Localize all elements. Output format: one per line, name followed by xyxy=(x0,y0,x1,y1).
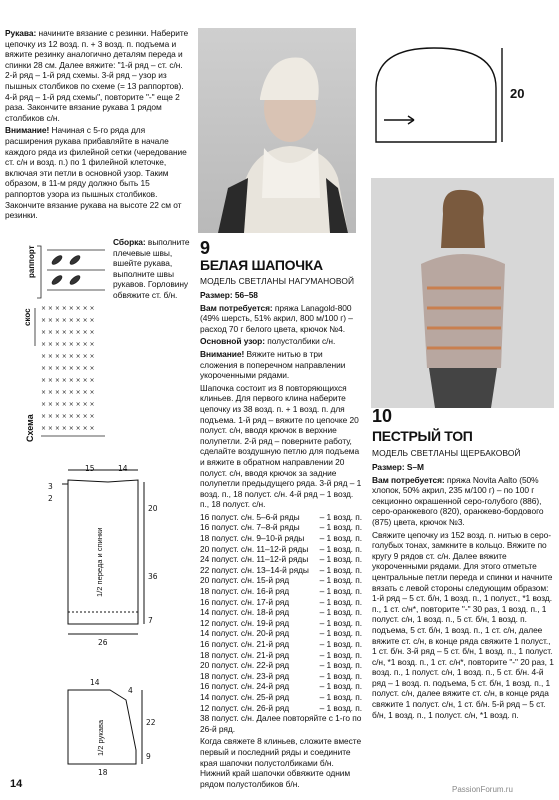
chart-label-rapport: раппорт xyxy=(27,245,36,278)
hat-row-stitches: 22 полуст. с/н. 13–14-й ряды xyxy=(200,564,309,575)
dim-14: 14 xyxy=(118,464,128,473)
site-watermark: PassionForum.ru xyxy=(452,785,513,794)
hat-row xyxy=(200,533,362,544)
hat-row xyxy=(200,522,362,533)
hat-row-stitches: 20 полуст. с/н. 22-й ряд xyxy=(200,660,290,671)
svg-text:× × × × × × × ×: × × × × × × × × xyxy=(41,425,95,432)
dim-15: 15 xyxy=(85,464,95,473)
dim-20: 20 xyxy=(148,504,158,513)
hat-pattern-heading: Основной узор: xyxy=(200,336,265,347)
hat-row-turn: – 1 возд. п. xyxy=(319,607,362,618)
hat-row-stitches: 18 полуст. с/н. 16-й ряд xyxy=(200,586,290,597)
hat-row-stitches: 16 полуст. с/н. 7–8-й ряды xyxy=(200,522,300,533)
front-back-label: 1/2 переда и спинки xyxy=(95,527,104,597)
dim-22: 22 xyxy=(146,718,156,727)
hat-row-turn: – 1 возд. п. xyxy=(319,617,362,628)
hat-row-turn: – 1 возд. п. xyxy=(319,649,362,660)
dim-26: 26 xyxy=(98,638,108,647)
hat-row-turn: – 1 возд. п. xyxy=(319,511,362,522)
hat-row-turn: – 1 возд. п. xyxy=(319,670,362,681)
hat-row xyxy=(200,639,362,650)
hat-row-stitches: 18 полуст. с/н. 9–10-й ряды xyxy=(200,533,305,544)
svg-text:× × × × × × × ×: × × × × × × × × xyxy=(41,365,95,372)
sleeve-pattern xyxy=(40,678,170,778)
hat-row-turn: – 1 возд. п. xyxy=(319,522,362,533)
hat-row xyxy=(200,650,362,661)
hat-text xyxy=(200,290,362,791)
hat-pattern: полустолбики с/н. xyxy=(264,336,336,347)
hat-row xyxy=(200,607,362,618)
dim-9: 9 xyxy=(146,752,151,761)
hat-row xyxy=(200,618,362,629)
hat-row xyxy=(200,597,362,608)
hat-row-turn: – 1 возд. п. xyxy=(319,586,362,597)
hat-end2: Когда свяжете 8 клиньев, сложите вместе первый и последний ряды и соедините края шапочки полустолбиками б/н. Нижний край шапочки обвяжите одним рядом полустолбиков б/н. xyxy=(200,736,362,789)
svg-text:× × × × × × × ×: × × × × × × × × xyxy=(41,329,95,336)
hat-row xyxy=(200,512,362,523)
svg-text:× × × × × × × ×: × × × × × × × × xyxy=(41,353,95,360)
hat-row xyxy=(200,692,362,703)
top-designer: МОДЕЛЬ СВЕТЛАНЫ ЩЕРБАКОВОЙ xyxy=(372,448,521,458)
top-body: Свяжите цепочку из 152 возд. п. нитью в серо-голубых тонах, замкните в кольцо. Вяжите по кругу 9 рядов ст. с/н. Далее вяжите укороченными рядами. Для этого отметьте центральные петли переда и спинки и начните вязать с левой стороны следующим образом: 1-й ряд – 5 ст. б/н, 1 возд. п., 1 полуст., *1 возд. п., 1 ст. с/н*, повторите "-" 30 раз, 1 возд. п., 1 полуст. с/н, 1 возд. п., 5 ст. б/н, 1 возд. п. подъема, 5 ст. б/н, 1 возд. п., 1 ст. с/н, далее вяжите ст. с/н, в конце ряда свяжите 1 полуст., 1 ст. б/н. 3-й ряд – 5 ст. б/н, 1 возд. п., 1 полуст. с/н, *1 возд. п., 1 ст. с/н*, повторите "-" 20 раз, 1 возд. п., 1 полуст. с/н, 1 возд. п., 5 ст. б/н. 4-й ряд – 1 возд. п. подъема, 5 ст. б/н, 1 возд. п., 1 полуст. с/н, далее вяжите ст. с/н, в конце ряда свяжите 1 полуст. с/н, 1 ст. б/н. 5-й ряд – 5 ст. б/н, 1 возд. п., 1 полуст. с/н, *1 возд. п. xyxy=(372,529,554,720)
hat-row-stitches: 14 полуст. с/н. 20-й ряд xyxy=(200,628,290,639)
assembly-text: выполните плечевые швы, вшейте рукава, выполните швы рукавов. Горловину обвяжите ст. б/н. xyxy=(113,237,190,300)
assembly-heading: Сборка: xyxy=(113,237,146,247)
hat-row-stitches: 18 полуст. с/н. 21-й ряд xyxy=(200,649,290,660)
hat-row-turn: – 1 возд. п. xyxy=(319,681,362,692)
hat-row-turn: – 1 возд. п. xyxy=(319,660,362,671)
hat-row-turn: – 1 возд. п. xyxy=(319,691,362,702)
hat-rows xyxy=(200,512,362,713)
svg-text:× × × × × × × ×: × × × × × × × × xyxy=(41,317,95,324)
hat-row-turn: – 1 возд. п. xyxy=(319,554,362,565)
dim-14-sleeve: 14 xyxy=(90,678,100,687)
hat-row-stitches: 16 полуст. с/н. 17-й ряд xyxy=(200,596,290,607)
svg-text:× × × × × × × ×: × × × × × × × × xyxy=(41,305,95,312)
hat-row xyxy=(200,575,362,586)
dim-7: 7 xyxy=(148,616,153,625)
hat-row-stitches: 16 полуст. с/н. 24-й ряд xyxy=(200,681,290,692)
hat-row xyxy=(200,565,362,576)
top-photo xyxy=(371,178,554,408)
dim-3: 3 xyxy=(48,482,53,491)
stitch-chart xyxy=(5,236,115,451)
attention-heading: Внимание! xyxy=(5,125,50,136)
dim-36: 36 xyxy=(148,572,158,581)
hat-end1: 38 полуст. с/н. Далее повторяйте с 1-го по 26-й ряд. xyxy=(200,713,362,734)
hat-need: пряжа Lanagold-800 (49% шерсть, 51% акрил, 800 м/100 г) – расход 70 г белого цвета, крючок №4. xyxy=(200,302,353,334)
hat-row-stitches: 20 полуст. с/н. 11–12-й ряды xyxy=(200,543,309,554)
hat-photo xyxy=(198,28,356,233)
hat-wedge-outline xyxy=(364,38,554,150)
hat-row-turn: – 1 возд. п. xyxy=(319,564,362,575)
hat-row xyxy=(200,544,362,555)
hat-row xyxy=(200,703,362,714)
hat-body: Шапочка состоит из 8 повторяющихся клиньев. Для первого клина наберите цепочку из 38 возд. п. + 1 возд. п. для подъема. 1-й ряд – вяжите по цепочке 20 полуст. с/н, вводя крючок в верхние полупетли. 2-й ряд – поверните работу, сделайте воздушную петлю для подъема и вяжите в обратном направлении 20 полуст. с/н, вводя крючок за задние полупетли предыдущего ряда. 3-й ряд – 1 возд. п., 18 полуст. с/н. 4-й ряд – 1 возд. п., 18 полуст. с/н. xyxy=(200,382,362,510)
hat-row-turn: – 1 возд. п. xyxy=(319,575,362,586)
front-back-outline xyxy=(40,462,170,662)
hat-row-stitches: 16 полуст. с/н. 5–6-й ряды xyxy=(200,511,300,522)
sleeve-label: 1/2 рукава xyxy=(96,719,105,756)
chart-label-schema: Схема xyxy=(25,414,35,442)
top-model-image xyxy=(371,178,554,408)
hat-attention-heading: Внимание! xyxy=(200,348,245,359)
hat-row-stitches: 12 полуст. с/н. 19-й ряд xyxy=(200,617,290,628)
dim-4: 4 xyxy=(128,686,133,695)
hat-row-stitches: 16 полуст. с/н. 21-й ряд xyxy=(200,639,290,649)
hat-row xyxy=(200,628,362,639)
hat-size: Размер: 56–58 xyxy=(200,290,258,300)
svg-text:× × × × × × × ×: × × × × × × × × xyxy=(41,377,95,384)
sleeve-outline xyxy=(40,678,170,778)
hat-row-turn: – 1 возд. п. xyxy=(319,533,362,544)
hat-row-stitches: 24 полуст. с/н. 11–12-й ряды xyxy=(200,554,309,565)
chart-label-skos: скос xyxy=(23,308,32,326)
svg-text:× × × × × × × ×: × × × × × × × × xyxy=(41,341,95,348)
dim-2: 2 xyxy=(48,494,53,503)
front-back-pattern xyxy=(40,462,170,662)
top-number: 10 xyxy=(372,406,393,426)
hat-row-stitches: 12 полуст. с/н. 26-й ряд xyxy=(200,702,290,713)
top-need-heading: Вам потребуется: xyxy=(372,474,445,485)
hat-row-stitches: 20 полуст. с/н. 15-й ряд xyxy=(200,575,290,586)
top-need: пряжа Novita Aalto (50% хлопок, 50% акрил, 235 м/100 г) – по 100 г секционно окрашенной серо-голубого (886), серо-оранжевого (820), оранжево-бордового (875) цвета, крючок №3. xyxy=(372,474,544,527)
dim-18: 18 xyxy=(98,768,108,777)
page-number: 14 xyxy=(10,778,23,790)
sleeve-text: начините вязание с резинки. Наберите цепочку из 12 возд. п. + 3 возд. п. подъема и вяжите резинку аналогично деталям переда и спинки 28 см. Далее вяжите: "1-й ряд – ст. с/н. 2-й ряд – 1-й ряд схемы. 3-й ряд – узор из пышных столбиков по схеме (= 13 раппортов). 4-й ряд – 1-й ряд схемы", повторите "-" еще 2 раза. Закончите вязание рукава 1 рядом столбиков с/н. xyxy=(5,28,189,123)
hat-row-stitches: 14 полуст. с/н. 18-й ряд xyxy=(200,607,290,618)
svg-text:× × × × × × × ×: × × × × × × × × xyxy=(41,413,95,420)
svg-text:× × × × × × × ×: × × × × × × × × xyxy=(41,389,95,396)
hat-row-turn: – 1 возд. п. xyxy=(319,543,362,554)
hat-number: 9 xyxy=(200,238,211,258)
hat-row xyxy=(200,586,362,597)
hat-model-image xyxy=(198,28,356,233)
hat-designer: МОДЕЛЬ СВЕТЛАНЫ НАГУМАНОВОЙ xyxy=(200,276,355,286)
hat-attention: Вяжите нитью в три сложения в поперечном направлении укороченными рядами. xyxy=(200,348,346,381)
hat-row xyxy=(200,660,362,671)
sleeve-instructions xyxy=(5,28,190,223)
hat-row xyxy=(200,671,362,682)
attention-text: Начиная с 5-го ряда для расширения рукава прибавляйте в начале каждого ряда из филейной сетки (чередование ст. с/н и возд. п.) по 1 филейной клеточке, включая эти петли в основной узор. Таким образом, в 11-м ряду должно быть 15 раппортов узора из пышных столбиков. Закончите вязание рукава на высоте 22 см от резинки. xyxy=(5,125,187,221)
assembly-instructions xyxy=(113,237,193,303)
top-title: ПЕСТРЫЙ ТОП xyxy=(372,428,473,444)
hat-title: БЕЛАЯ ШАПОЧКА xyxy=(200,257,323,273)
top-size: Размер: S–M xyxy=(372,462,424,472)
hat-row-stitches: 18 полуст. с/н. 23-й ряд xyxy=(200,670,290,681)
hat-row-turn: – 1 возд. п. xyxy=(319,596,362,607)
hat-need-heading: Вам потребуется: xyxy=(200,302,273,313)
hat-wedge-diagram xyxy=(364,38,554,150)
hat-row-turn: – 1 возд. п. xyxy=(319,702,362,713)
chart-symbols xyxy=(5,236,115,451)
hat-row-turn: – 1 возд. п. xyxy=(319,628,362,639)
sleeve-heading: Рукава: xyxy=(5,28,37,38)
hat-row-turn: – 1 возд. п. xyxy=(319,639,362,649)
svg-text:× × × × × × × ×: × × × × × × × × xyxy=(41,401,95,408)
hat-row xyxy=(200,681,362,692)
hat-row-stitches: 14 полуст. с/н. 25-й ряд xyxy=(200,691,290,702)
hat-dim-20: 20 xyxy=(510,86,525,101)
top-text xyxy=(372,462,554,722)
hat-row xyxy=(200,554,362,565)
